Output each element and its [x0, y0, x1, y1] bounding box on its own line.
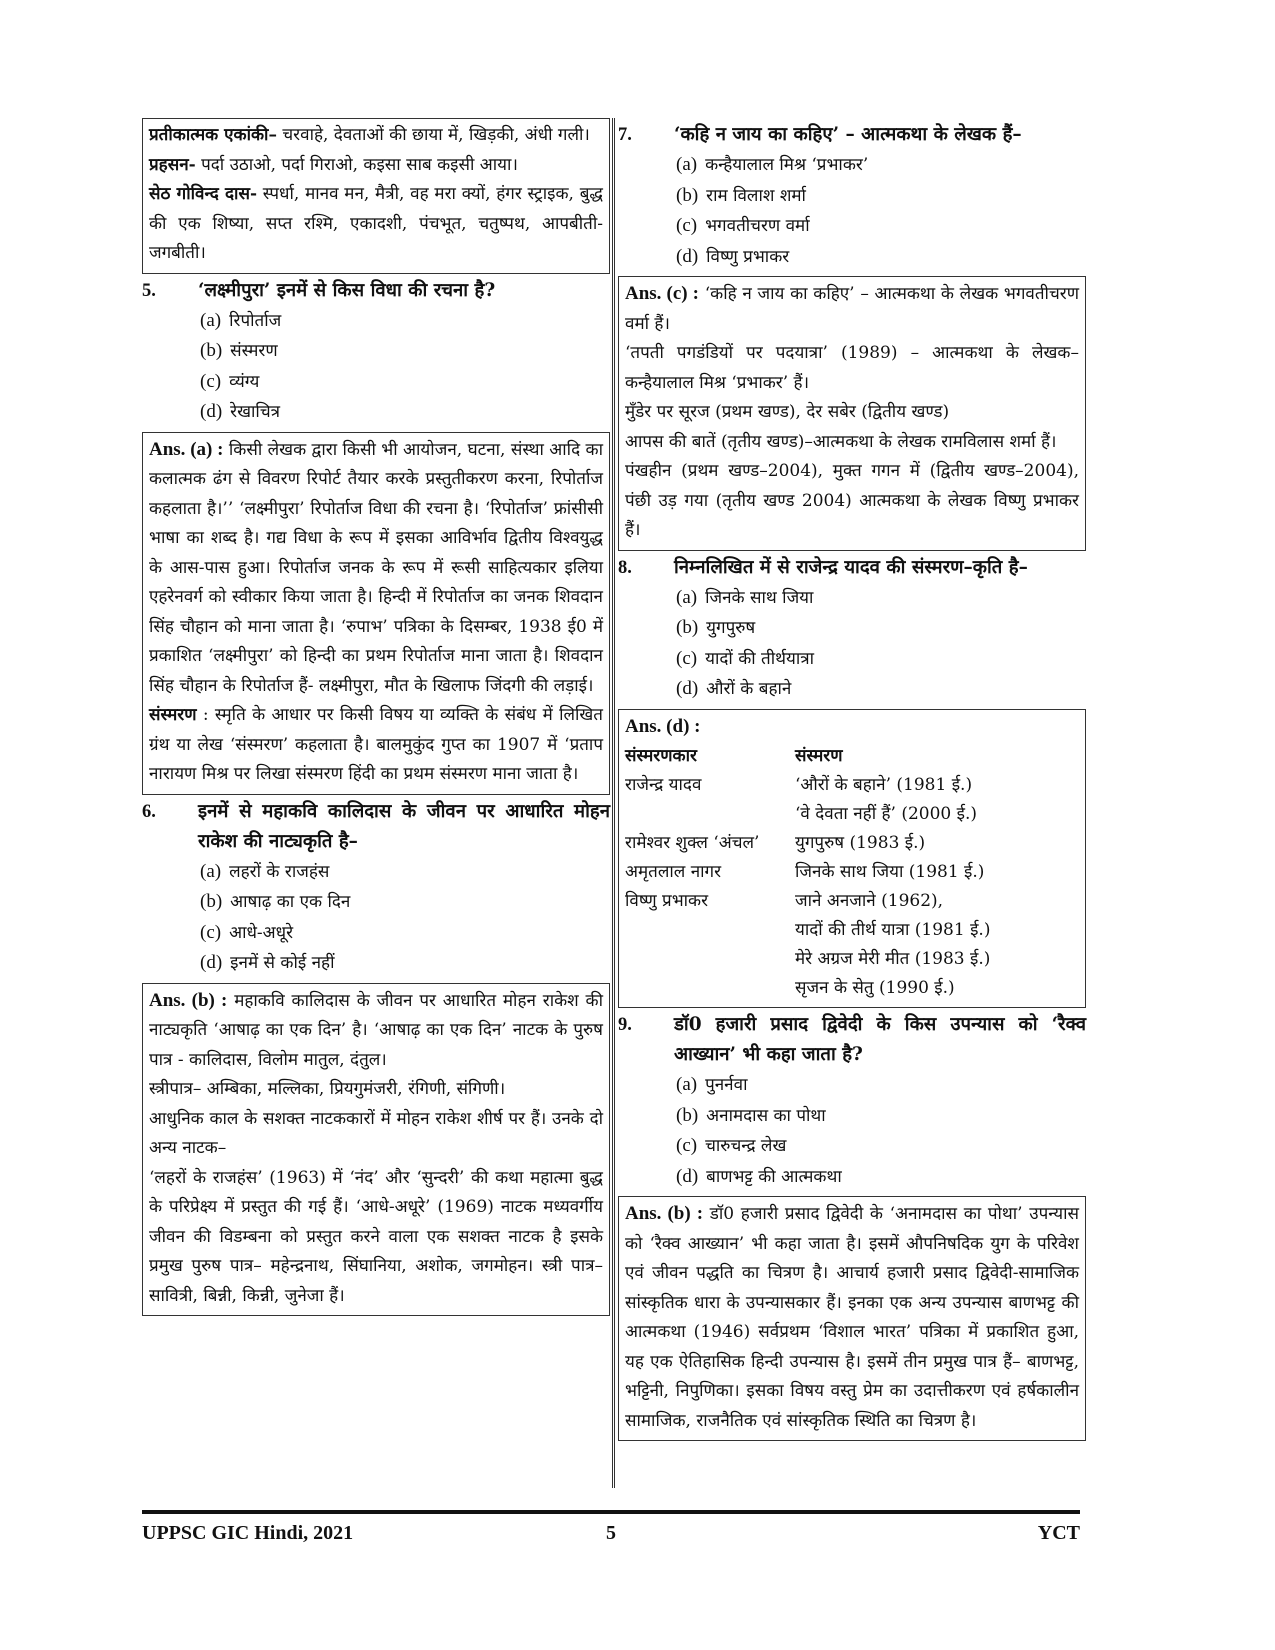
- right-column: [618, 118, 1086, 1441]
- question-number: 8.: [618, 557, 632, 578]
- question-number: 6.: [142, 801, 156, 822]
- question-8: [618, 553, 1086, 583]
- table-cell: रामेश्वर शुक्ल ‘अंचल’: [625, 833, 760, 853]
- table-cell: [625, 974, 795, 1003]
- question-text: निम्नलिखित में से राजेन्द्र यादव की संस्मरण–कृति है–: [674, 556, 1028, 578]
- option-d: (d) विष्णु प्रभाकर: [676, 245, 790, 267]
- answer-box-8: [618, 709, 1086, 1009]
- options-8: [618, 583, 1086, 705]
- question-number: 7.: [618, 125, 632, 145]
- question-5: [142, 276, 610, 306]
- option-d: (d) रेखाचित्र: [200, 401, 281, 422]
- footer-rule: [142, 1510, 1080, 1514]
- question-text: ‘कहि न जाय का कहिए’ – आत्मकथा के लेखक हैं–: [674, 124, 1022, 145]
- table-cell: [625, 945, 795, 974]
- option-d: (d) औरों के बहाने: [676, 678, 792, 699]
- question-text: डॉ0 हजारी प्रसाद द्विवेदी के किस उपन्यास को ‘रैक्व आख्यान’ भी कहा जाता है?: [674, 1014, 1086, 1065]
- option-b: (b) राम विलाश शर्मा: [676, 184, 806, 206]
- option-d: (d) बाणभट्ट की आत्मकथा: [676, 1165, 842, 1187]
- table-cell: मेरे अग्रज मेरी मीत (1983 ई.): [795, 949, 991, 969]
- table-cell: अमृतलाल नागर: [625, 862, 722, 882]
- option-a: (a) लहरों के राजहंस: [200, 860, 330, 882]
- answer-label: Ans. (d) :: [625, 715, 701, 737]
- option-a: (a) पुनर्नवा: [676, 1074, 748, 1095]
- table-cell: यादों की तीर्थ यात्रा (1981 ई.): [795, 920, 991, 940]
- options-6: [142, 857, 610, 979]
- question-text: इनमें से महाकवि कालिदास के जीवन पर आधारित मोहन राकेश की नाट्यकृति है–: [198, 800, 610, 852]
- column-divider: [612, 118, 615, 1488]
- table-cell: जाने अनजाने (1962),: [795, 891, 944, 911]
- sansmaran-table: [625, 742, 1079, 1003]
- intro-line: प्रहसन- पर्दा उठाओ, पर्दा गिराओ, कइसा साब कइसी आया।: [149, 154, 518, 175]
- options-5: [142, 306, 610, 428]
- answer-box-6: Ans. (b) : महाकवि कालिदास के जीवन पर आधारित मोहन राकेश की नाट्यकृति ‘आषाढ़ का एक दिन’ है। ‘आषाढ़ का एक दिन’ नाटक के पुरुष पात्र - कालिदास, विलोम मातुल, दंतुल। स्त्रीपात्र– अम्बिका, मल्लिका, प्रियगुमंजरी, रंगिणी, संगिणी। आधुनिक काल के सशक्त नाटककारों में मोहन राकेश शीर्ष पर हैं। उनके दो अन्य नाटक– ‘लहरों के राजहंस’ (1963) में ‘नंद’ और ‘सुन्दरी’ की कथा महात्मा बुद्ध के परिप्रेक्ष्य में प्रस्तुत की गई हैं। ‘आधे-अधूरे’ (1969) नाटक मध्यवर्गीय जीवन की विडम्बना को प्रस्तुत करने वाला एक सशक्त नाटक है इसके प्रमुख पुरुष पात्र– महेन्द्रनाथ, सिंघानिया, अशोक, जगमोहन। स्त्री पात्र– सावित्री, बिन्नी, किन्नी, जुनेजा हैं।: [142, 983, 610, 1317]
- exam-title: UPPSC GIC Hindi, 2021: [142, 1522, 354, 1544]
- option-c: (c) भगवतीचरण वर्मा: [676, 215, 810, 236]
- question-number: 5.: [142, 280, 156, 301]
- option-c: (c) आधे-अधूरे: [200, 921, 294, 943]
- table-cell: विष्णु प्रभाकर: [625, 891, 709, 911]
- option-b: (b) आषाढ़ का एक दिन: [200, 891, 351, 912]
- options-7: [618, 150, 1086, 272]
- answer-label: Ans. (c) :: [625, 283, 699, 304]
- page-number: 5: [606, 1522, 616, 1544]
- table-cell: राजेन्द्र यादव: [625, 775, 702, 795]
- option-b: (b) अनामदास का पोथा: [676, 1104, 826, 1126]
- options-9: [618, 1070, 1086, 1192]
- table-cell: ‘औरों के बहाने’ (1981 ई.): [795, 775, 973, 795]
- table-cell: ‘वे देवता नहीं हैं’ (2000 ई.): [795, 804, 978, 824]
- question-6: [142, 797, 610, 857]
- question-7: [618, 120, 1086, 150]
- table-header: संस्मरण: [795, 746, 843, 766]
- page-footer: [142, 1522, 1080, 1552]
- answer-box-7: Ans. (c) : ‘कहि न जाय का कहिए’ – आत्मकथा के लेखक भगवतीचरण वर्मा हैं। ‘तपती पगडंडियों पर पदयात्रा’ (1989) – आत्मकथा के लेखक– कन्हैयालाल मिश्र ‘प्रभाकर’ हैं। मुँडेर पर सूरज (प्रथम खण्ड), देर सबेर (द्वितीय खण्ड) आपस की बातें (तृतीय खण्ड)–आत्मकथा के लेखक रामविलास शर्मा हैं। पंखहीन (प्रथम खण्ड–2004), मुक्त गगन में (द्वितीय खण्ड–2004), पंछी उड़ गया (तृतीय खण्ड 2004) आत्मकथा के लेखक विष्णु प्रभाकर हैं।: [618, 276, 1086, 551]
- table-cell: जिनके साथ जिया (1981 ई.): [795, 862, 985, 882]
- intro-line: सेठ गोविन्द दास- स्पर्धा, मानव मन, मैत्री, वह मरा क्यों, हंगर स्ट्राइक, बुद्ध की एक शिष्या, सप्त रश्मि, एकादशी, पंचभूत, चतुष्पथ, आपबीती-जगबीती।: [149, 184, 603, 263]
- table-cell: [625, 916, 795, 945]
- option-b: (b) युगपुरुष: [676, 617, 756, 638]
- question-text: ‘लक्ष्मीपुरा’ इनमें से किस विधा की रचना है?: [198, 279, 496, 301]
- option-b: (b) संस्मरण: [200, 340, 278, 361]
- answer-label: Ans. (a) :: [149, 438, 224, 460]
- intro-line: प्रतीकात्मक एकांकी– चरवाहे, देवताओं की छाया में, खिड़की, अंधी गली।: [149, 125, 590, 145]
- option-a: (a) कन्हैयालाल मिश्र ‘प्रभाकर’: [676, 154, 869, 175]
- answer-box-5: Ans. (a) : किसी लेखक द्वारा किसी भी आयोजन, घटना, संस्था आदि का कलात्मक ढंग से विवरण रिपोर्ट तैयार करके प्रस्तुतीकरण करना, रिपोर्ताज कहलाता है।’’ ‘लक्ष्मीपुरा’ रिपोर्ताज विधा की रचना है। ‘रिपोर्ताज’ फ्रांसीसी भाषा का शब्द है। गद्य विधा के रूप में इसका आविर्भाव द्वितीय विश्वयुद्ध के आस-पास हुआ। रिपोर्ताज जनक के रूप में रूसी साहित्यकार इलिया एहरेनवर्ग को स्वीकार किया जाता है। हिन्दी में रिपोर्ताज का जनक शिवदान सिंह चौहान को माना जाता है। ‘रुपाभ’ पत्रिका के दिसम्बर, 1938 ई0 में प्रकाशित ‘लक्ष्मीपुरा’ को हिन्दी का प्रथम रिपोर्ताज माना जाता है। शिवदान सिंह चौहान के रिपोर्ताज हैं- लक्ष्मीपुरा, मौत के खिलाफ जिंदगी की लड़ाई। संस्मरण : स्मृति के आधार पर किसी विषय या व्यक्ति के संबंध में लिखित ग्रंथ या लेख ‘संस्मरण’ कहलाता है। बालमुकुंद गुप्त का 1907 में ‘प्रताप नारायण मिश्र पर लिखा संस्मरण हिंदी का प्रथम संस्मरण माना जाता है।: [142, 432, 610, 795]
- option-d: (d) इनमें से कोई नहीं: [200, 952, 335, 973]
- table-cell: युगपुरुष (1983 ई.): [795, 833, 926, 853]
- question-9: [618, 1010, 1086, 1070]
- table-cell: [625, 800, 795, 829]
- question-number: 9.: [618, 1015, 632, 1035]
- option-a: (a) रिपोर्ताज: [200, 309, 282, 331]
- table-cell: सृजन के सेतु (1990 ई.): [795, 978, 955, 998]
- answer-label: Ans. (b) :: [149, 989, 228, 1011]
- option-c: (c) चारुचन्द्र लेख: [676, 1135, 787, 1156]
- publisher-name: YCT: [1037, 1522, 1080, 1544]
- table-header: संस्मरणकार: [625, 746, 697, 766]
- answer-label: Ans. (b) :: [625, 1203, 704, 1224]
- option-c: (c) व्यंग्य: [200, 370, 260, 392]
- answer-box-9: Ans. (b) : डॉ0 हजारी प्रसाद द्विवेदी के ‘अनामदास का पोथा’ उपन्यास को ‘रैक्व आख्यान’ भी कहा जाता है। इसमें औपनिषदिक युग के परिवेश एवं जीवन पद्धति का चित्रण है। आचार्य हजारी प्रसाद द्विवेदी-सामाजिक सांस्कृतिक धारा के उपन्यासकार हैं। इनका एक अन्य उपन्यास बाणभट्ट की आत्मकथा (1946) सर्वप्रथम ‘विशाल भारत’ पत्रिका में प्रकाशित हुआ, यह एक ऐतिहासिक हिन्दी उपन्यास है। इसमें तीन प्रमुख पात्र हैं– बाणभट्ट, भट्टिनी, निपुणिका। इसका विषय वस्तु प्रेम का उदात्तीकरण एवं हर्षकालीन सामाजिक, राजनैतिक एवं सांस्कृतिक स्थिति का चित्रण है।: [618, 1196, 1086, 1441]
- option-c: (c) यादों की तीर्थयात्रा: [676, 647, 815, 669]
- option-a: (a) जिनके साथ जिया: [676, 586, 814, 608]
- left-column: [142, 118, 610, 1316]
- intro-box: [142, 118, 610, 274]
